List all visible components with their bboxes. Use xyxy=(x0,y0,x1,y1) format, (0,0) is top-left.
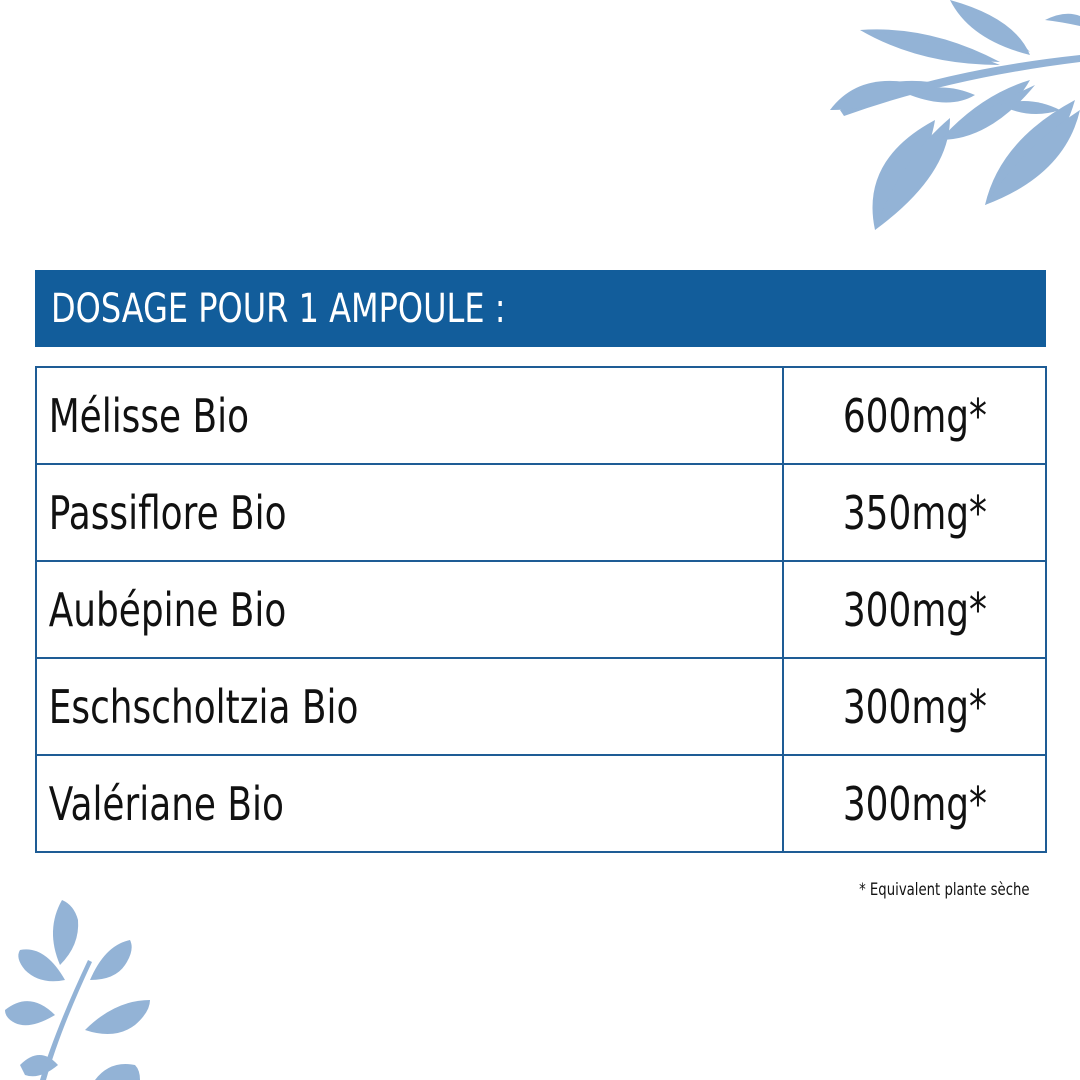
table-row xyxy=(36,755,1046,852)
ingredient-dose: 300mg* xyxy=(842,679,987,734)
ingredient-dose: 350mg* xyxy=(842,485,987,540)
ingredient-name-cell xyxy=(36,561,783,658)
ingredient-dose-cell xyxy=(783,464,1046,561)
ingredient-name-cell xyxy=(36,658,783,755)
ingredient-name: Mélisse Bio xyxy=(48,388,250,443)
table-row xyxy=(36,464,1046,561)
ingredient-dose: 600mg* xyxy=(842,388,987,443)
ingredient-name-cell xyxy=(36,755,783,852)
page-title: DOSAGE POUR 1 AMPOULE : xyxy=(51,285,506,332)
ingredient-name: Valériane Bio xyxy=(48,776,284,831)
ingredient-dose-cell xyxy=(783,658,1046,755)
ingredient-dose-cell xyxy=(783,561,1046,658)
ingredient-dose-cell xyxy=(783,367,1046,464)
table-row xyxy=(36,658,1046,755)
ingredient-dose-cell xyxy=(783,755,1046,852)
ingredient-name: Eschscholtzia Bio xyxy=(48,679,359,734)
table-row xyxy=(36,367,1046,464)
table-row xyxy=(36,561,1046,658)
title-bar xyxy=(35,270,1046,347)
ingredient-dose: 300mg* xyxy=(842,776,987,831)
dosage-table xyxy=(35,366,1047,853)
leaf-branch-top-right-icon xyxy=(800,0,1080,240)
ingredient-name: Passiflore Bio xyxy=(48,485,287,540)
leaf-branch-bottom-left-icon xyxy=(0,890,190,1080)
ingredient-name-cell xyxy=(36,367,783,464)
footnote: * Equivalent plante sèche xyxy=(859,880,1030,900)
ingredient-name-cell xyxy=(36,464,783,561)
ingredient-dose: 300mg* xyxy=(842,582,987,637)
ingredient-name: Aubépine Bio xyxy=(48,582,287,637)
